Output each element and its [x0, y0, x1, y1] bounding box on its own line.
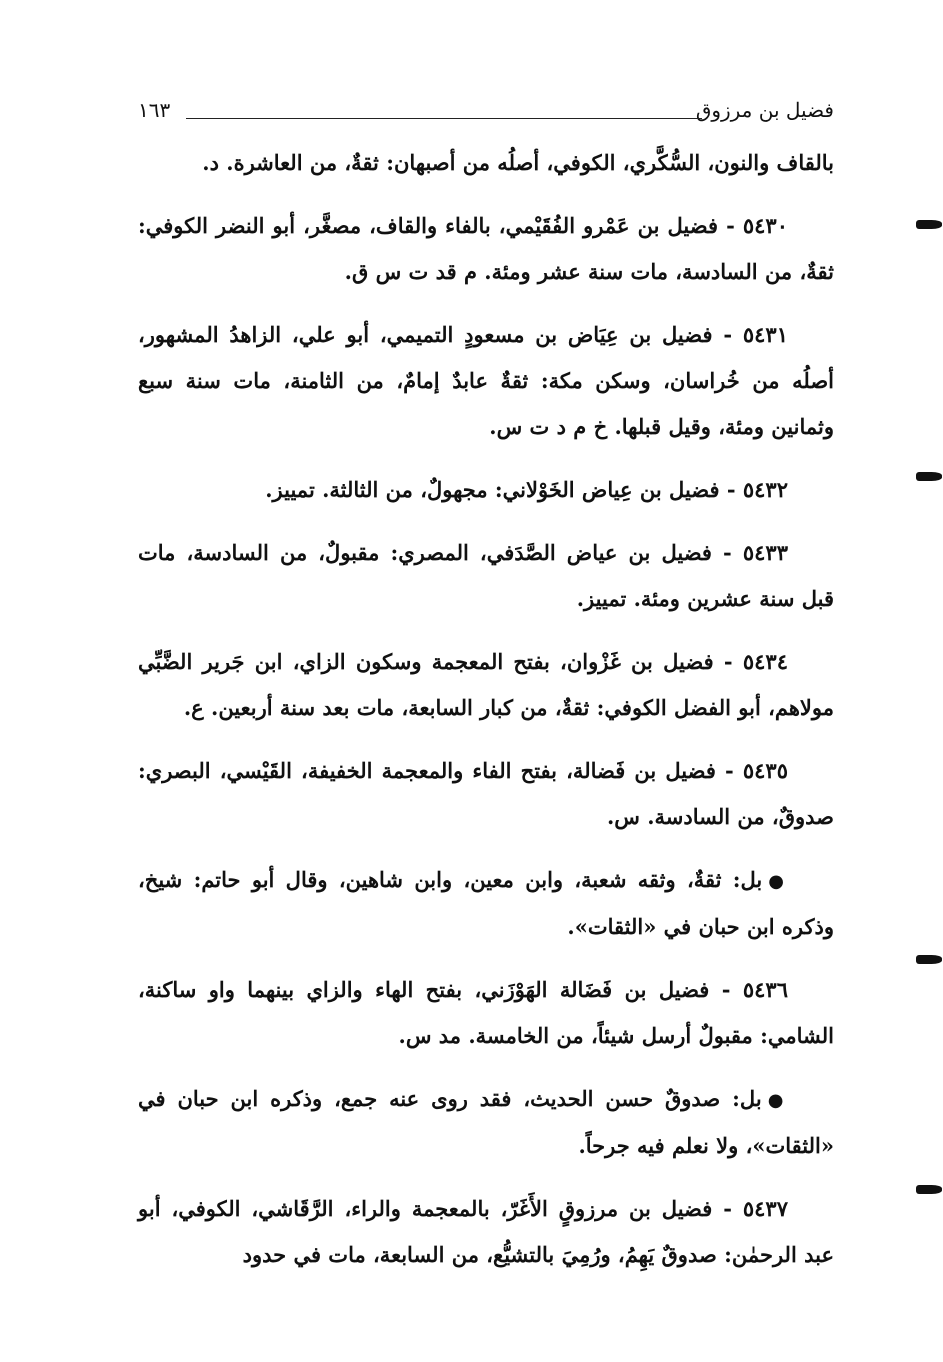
bullet-icon: ● [768, 871, 788, 892]
entry-5431: ٥٤٣١ - فضيل بن عِيَاض بن مسعودٍ التميمي، أبو علي، الزاهدُ المشهور، أصلُه من خُراسان، وسكن مكة: ثقةٌ عابدٌ إمامٌ، من الثامنة، مات سنة سبع وثمانين ومئة، وقيل قبلها. خ م د ت س. [138, 322, 834, 439]
editor-note: ●بل: صدوقٌ حسن الحديث، فقد روى عنه جمع، وذكره ابن حبان في «الثقات»، ولا نعلم فيه جرحاً. [138, 1086, 834, 1158]
entry-5432: ٥٤٣٢ - فضيل بن عِياض الخَوْلاني: مجهولٌ، من الثالثة. تمييز. [265, 477, 788, 502]
page-body [138, 140, 834, 1295]
running-head: فضيل بن مرزوق [695, 98, 834, 122]
page-number: ١٦٣ [138, 98, 171, 122]
entry-5435: ٥٤٣٥ - فضيل بن فَضالة، بفتح الفاء والمعجمة الخفيفة، القَيْسي، البصري: صدوقٌ، من السادسة. س. [138, 758, 834, 829]
page-header [138, 96, 834, 126]
margin-mark [916, 1185, 942, 1194]
editor-note: ●بل: ثقةٌ، وثقه شعبة، وابن معين، وابن شاهين، وقال أبو حاتم: شيخ، وذكره ابن حبان في «الثقات». [138, 867, 834, 939]
entry-5436: ٥٤٣٦ - فضيل بن فَضَالة الهَوْزَني، بفتح الهاء والزاي بينهما واو ساكنة، الشامي: مقبولٌ أرسل شيئاً، من الخامسة. مد س. [138, 977, 834, 1048]
entry-5430: ٥٤٣٠ - فضيل بن عَمْرو الفُقَيْمي، بالفاء والقاف، مصغَّر، أبو النضر الكوفي: ثقةٌ، من السادسة، مات سنة عشر ومئة. م قد ت س ق. [138, 213, 834, 284]
margin-mark [916, 220, 942, 229]
entry-5433: ٥٤٣٣ - فضيل بن عياض الصَّدَفي، المصري: مقبولٌ، من السادسة، مات قبل سنة عشرين ومئة. تمييز. [138, 540, 834, 611]
entry-5437: ٥٤٣٧ - فضيل بن مرزوقٍ الأَغَرّ، بالمعجمة والراء، الرَّقَاشي، الكوفي، أبو عبد الرحمٰن: صدوقٌ يَهِمُ، ورُمِيَ بالتشيُّع، من السابعة، مات في حدود [138, 1196, 834, 1267]
entry-5434: ٥٤٣٤ - فضيل بن غَزْوان، بفتح المعجمة وسكون الزاي، ابن جَرير الضَّبِّي مولاهم، أبو الفضل الكوفي: ثقةٌ، من كبار السابعة، مات بعد سنة أربعين. ع. [138, 649, 834, 720]
bullet-icon: ● [767, 1090, 789, 1111]
margin-mark [916, 472, 942, 481]
continuation-paragraph: بالقاف والنون، السُّكَّري، الكوفي، أصلُه من أصبهان: ثقةٌ، من العاشرة. د. [202, 150, 834, 175]
margin-mark [916, 955, 942, 964]
header-rule [186, 118, 702, 119]
